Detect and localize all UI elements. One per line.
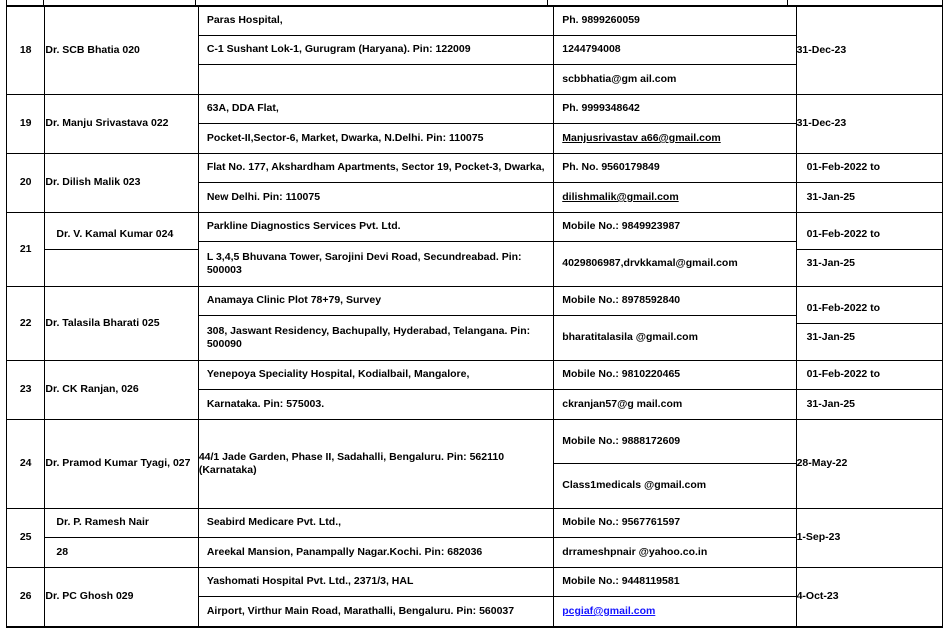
table-row <box>7 509 943 568</box>
address-line: Areekal Mansion, Panampally Nagar.Kochi. Pin: 682036 <box>206 545 483 558</box>
row-validity <box>796 213 942 287</box>
name-line: Dr. P. Ramesh Nair <box>45 509 197 538</box>
table-row <box>7 420 943 509</box>
address-line: Karnataka. Pin: 575003. <box>206 397 325 410</box>
table-row <box>7 361 943 420</box>
row-validity: 1-Sep-23 <box>796 509 942 568</box>
row-contact <box>554 287 796 361</box>
row-serial: 21 <box>7 213 45 287</box>
row-contact <box>554 213 796 287</box>
contact-line: Mobile No.: 9849923987 <box>554 213 795 242</box>
address-line: 63A, DDA Flat, <box>199 95 553 124</box>
row-serial: 22 <box>7 287 45 361</box>
name-line: Dr. V. Kamal Kumar 024 <box>45 221 197 250</box>
row-name: Dr. SCB Bhatia 020 <box>45 6 198 95</box>
contact-email[interactable]: dilishmalik@gmail.com <box>562 190 679 203</box>
name-line <box>45 250 197 279</box>
contact-line: Mobile No.: 9888172609 <box>554 420 795 464</box>
contact-email: bharatitalasila @gmail.com <box>562 331 698 344</box>
row-contact <box>554 95 796 154</box>
row-address <box>198 568 553 628</box>
contact-line: Mobile No.: 9810220465 <box>554 361 795 390</box>
address-line: Parkline Diagnostics Services Pvt. Ltd. <box>199 213 553 242</box>
row-serial: 24 <box>7 420 45 509</box>
validity-from: 01-Feb-2022 to <box>797 154 942 183</box>
table-row <box>7 6 943 95</box>
row-validity: 4-Oct-23 <box>796 568 942 628</box>
row-address <box>198 361 553 420</box>
row-name: Dr. Dilish Malik 023 <box>45 154 198 213</box>
address-line: Seabird Medicare Pvt. Ltd., <box>199 509 553 538</box>
address-line: Airport, Virthur Main Road, Marathalli, Bengaluru. Pin: 560037 <box>206 604 515 617</box>
row-address <box>198 287 553 361</box>
contact-line: Ph. 9899260059 <box>554 7 795 36</box>
row-address: 44/1 Jade Garden, Phase II, Sadahalli, Bengaluru. Pin: 562110 (Karnataka) <box>198 420 553 509</box>
row-validity: 28-May-22 <box>796 420 942 509</box>
contact-email-link[interactable]: pcgiaf@gmail.com <box>562 604 656 617</box>
contact-email: Class1medicals @gmail.com <box>562 479 707 492</box>
address-line: Pocket-II,Sector-6, Market, Dwarka, N.Delhi. Pin: 110075 <box>206 131 484 144</box>
row-validity: 31-Dec-23 <box>796 6 942 95</box>
row-name <box>45 509 198 568</box>
row-address <box>198 509 553 568</box>
contact-email: drrameshpnair @yahoo.co.in <box>562 545 708 558</box>
row-address <box>198 154 553 213</box>
contact-email: scbbhatia@gm ail.com <box>562 72 677 85</box>
validity-from: 01-Feb-2022 to <box>797 221 942 250</box>
row-serial: 25 <box>7 509 45 568</box>
address-line: L 3,4,5 Bhuvana Tower, Sarojini Devi Road, Secundreabad. Pin: 500003 <box>206 250 522 276</box>
table-row <box>7 287 943 361</box>
contact-line: Ph. No. 9560179849 <box>554 154 795 183</box>
row-address <box>198 95 553 154</box>
contact-email: 4029806987,drvkkamal@gmail.com <box>562 257 738 270</box>
table-row <box>7 154 943 213</box>
table-row <box>7 213 943 287</box>
row-name: Dr. PC Ghosh 029 <box>45 568 198 628</box>
row-contact <box>554 6 796 95</box>
row-name: Dr. Talasila Bharati 025 <box>45 287 198 361</box>
row-contact <box>554 568 796 628</box>
contact-line: Mobile No.: 9448119581 <box>554 568 795 597</box>
contact-email: ckranjan57@g mail.com <box>562 397 683 410</box>
name-line-code: 28 <box>56 545 69 558</box>
row-name: Dr. Pramod Kumar Tyagi, 027 <box>45 420 198 509</box>
row-address <box>198 6 553 95</box>
table-row <box>7 568 943 628</box>
row-serial: 19 <box>7 95 45 154</box>
contact-line: Mobile No.: 8978592840 <box>554 287 795 316</box>
row-validity: 31-Dec-23 <box>796 95 942 154</box>
row-contact <box>554 154 796 213</box>
registry-table <box>6 5 943 628</box>
contact-line: 1244794008 <box>554 36 795 65</box>
contact-line: Mobile No.: 9567761597 <box>554 509 795 538</box>
row-validity <box>796 361 942 420</box>
row-contact <box>554 420 796 509</box>
address-line: Flat No. 177, Akshardham Apartments, Sector 19, Pocket-3, Dwarka, <box>199 154 553 183</box>
validity-from: 01-Feb-2022 to <box>797 295 942 324</box>
address-line: C-1 Sushant Lok-1, Gurugram (Haryana). Pin: 122009 <box>199 36 553 65</box>
row-contact <box>554 509 796 568</box>
validity-from: 01-Feb-2022 to <box>797 361 942 390</box>
row-serial: 18 <box>7 6 45 95</box>
address-line: New Delhi. Pin: 110075 <box>206 190 321 203</box>
row-name <box>45 213 198 287</box>
validity-to: 31-Jan-25 <box>806 257 856 270</box>
address-line: Yashomati Hospital Pvt. Ltd., 2371/3, HAL <box>199 568 553 597</box>
address-line: Paras Hospital, <box>199 7 553 36</box>
address-line: Anamaya Clinic Plot 78+79, Survey <box>199 287 553 316</box>
row-name: Dr. CK Ranjan, 026 <box>45 361 198 420</box>
row-address <box>198 213 553 287</box>
row-validity <box>796 154 942 213</box>
address-line: 308, Jaswant Residency, Bachupally, Hyderabad, Telangana. Pin: 500090 <box>206 324 531 350</box>
validity-to: 31-Jan-25 <box>806 190 856 203</box>
validity-to: 31-Jan-25 <box>806 397 856 410</box>
validity-to: 31-Jan-25 <box>806 331 856 344</box>
row-serial: 26 <box>7 568 45 628</box>
row-validity <box>796 287 942 361</box>
contact-line: Ph. 9999348642 <box>554 95 795 124</box>
table-row <box>7 95 943 154</box>
contact-email[interactable]: Manjusrivastav a66@gmail.com <box>562 131 721 144</box>
address-line <box>199 65 553 94</box>
row-serial: 20 <box>7 154 45 213</box>
row-serial: 23 <box>7 361 45 420</box>
row-name: Dr. Manju Srivastava 022 <box>45 95 198 154</box>
row-contact <box>554 361 796 420</box>
address-line: Yenepoya Speciality Hospital, Kodialbail, Mangalore, <box>199 361 553 390</box>
